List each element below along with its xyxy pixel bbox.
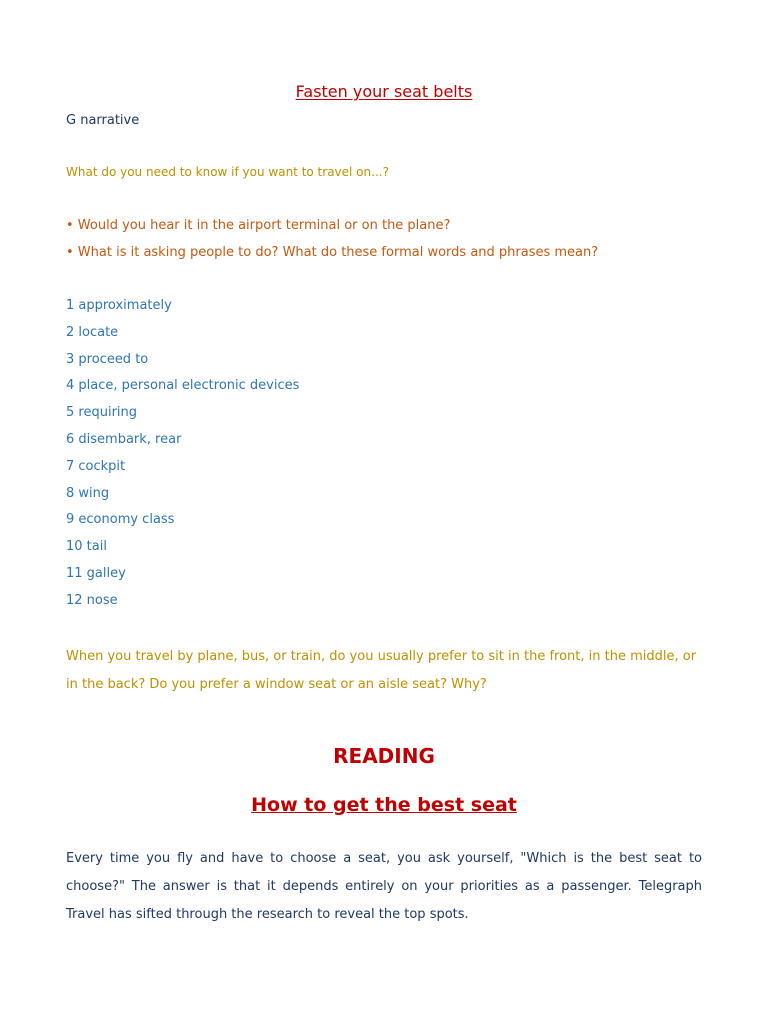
vocab-item: 2 locate (66, 325, 119, 340)
vocab-item: 1 approximately (66, 298, 172, 313)
vocab-item: 11 galley (66, 566, 126, 581)
vocab-item: 9 economy class (66, 512, 175, 527)
vocab-item: 3 proceed to (66, 352, 149, 367)
vocab-item: 12 nose (66, 593, 118, 608)
article-heading: How to get the best seat (251, 794, 517, 816)
bullet-item: • What is it asking people to do? What do these formal words and phrases mean? (66, 245, 599, 260)
lead-question: What do you need to know if you want to travel on...? (66, 165, 389, 179)
vocab-item: 7 cockpit (66, 459, 126, 474)
vocab-item: 6 disembark, rear (66, 432, 182, 447)
article-body: Every time you fly and have to choose a seat, you ask yourself, "Which is the best seat to choose?" The answer is that it depends entirely on your priorities as a passenger. Telegraph Travel has sifted through the research to reveal the top spots. (66, 851, 702, 922)
vocab-item: 4 place, personal electronic devices (66, 378, 300, 393)
discussion-question: When you travel by plane, bus, or train, do you usually prefer to sit in the front, in the middle, or in the back? Do you prefer a window seat or an aisle seat? Why? (66, 649, 697, 692)
page-title: Fasten your seat belts (295, 82, 473, 101)
reading-heading: READING (333, 744, 435, 768)
vocab-item: 8 wing (66, 486, 110, 501)
vocab-item: 10 tail (66, 539, 107, 554)
vocab-item: 5 requiring (66, 405, 138, 420)
bullet-item: • Would you hear it in the airport terminal or on the plane? (66, 218, 451, 233)
section-subtitle: G narrative (66, 113, 140, 128)
